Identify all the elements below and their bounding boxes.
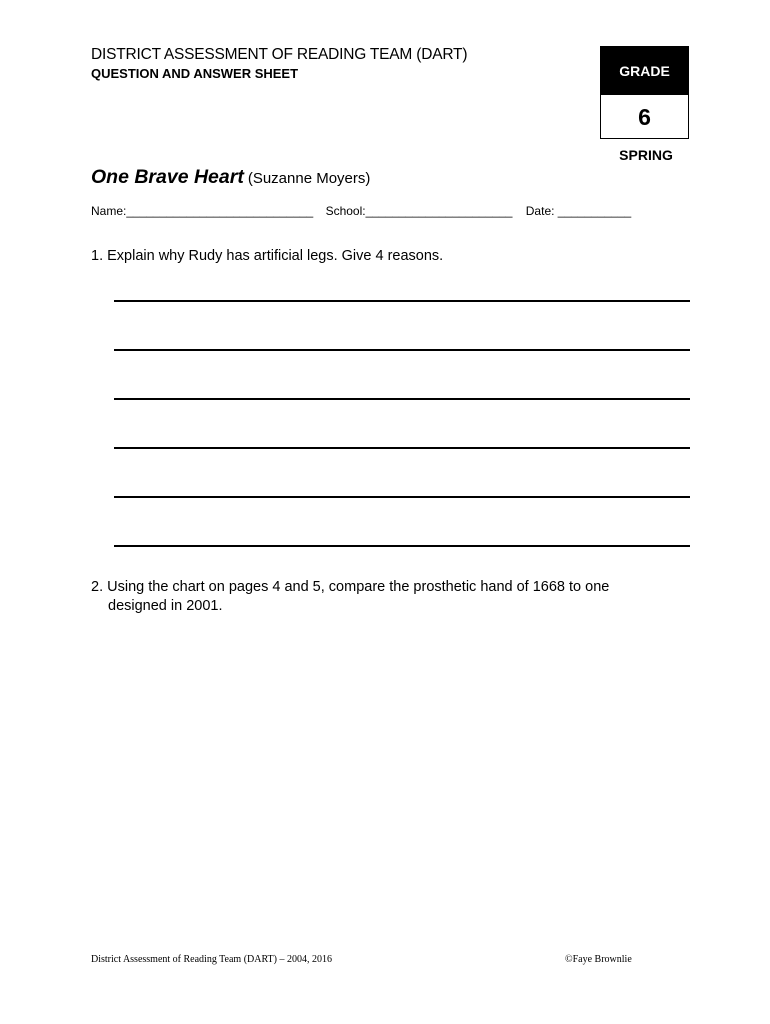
grade-label: GRADE: [601, 47, 688, 95]
answer-line[interactable]: [114, 496, 690, 498]
season-label: SPRING: [619, 147, 673, 163]
question-2: [91, 578, 651, 616]
story-heading: [91, 166, 370, 189]
header-subtitle: QUESTION AND ANSWER SHEET: [91, 66, 299, 81]
answer-line[interactable]: [114, 349, 690, 351]
header-title: DISTRICT ASSESSMENT OF READING TEAM (DART): [91, 46, 468, 63]
student-info-row: [91, 204, 631, 218]
answer-line[interactable]: [114, 447, 690, 449]
question-2-line1: 2. Using the chart on pages 4 and 5, compare the prosthetic hand of 1668 to one: [91, 579, 610, 595]
question-1: 1. Explain why Rudy has artificial legs. Give 4 reasons.: [91, 248, 444, 264]
name-field[interactable]: Name:____________________________: [91, 204, 314, 218]
grade-number: 6: [638, 103, 651, 130]
school-field[interactable]: School:______________________: [325, 204, 513, 218]
footer-copyright: ©Faye Brownlie: [565, 954, 632, 965]
answer-line[interactable]: [114, 545, 690, 547]
answer-line[interactable]: [114, 398, 690, 400]
story-title: One Brave Heart: [91, 166, 244, 188]
grade-box: [600, 46, 689, 139]
answer-line[interactable]: [114, 300, 690, 302]
date-field[interactable]: Date: ___________: [525, 204, 632, 218]
question-2-line2: designed in 2001.: [108, 598, 223, 614]
story-author: (Suzanne Moyers): [247, 170, 371, 187]
footer-credit: District Assessment of Reading Team (DART) – 2004, 2016: [91, 954, 332, 965]
